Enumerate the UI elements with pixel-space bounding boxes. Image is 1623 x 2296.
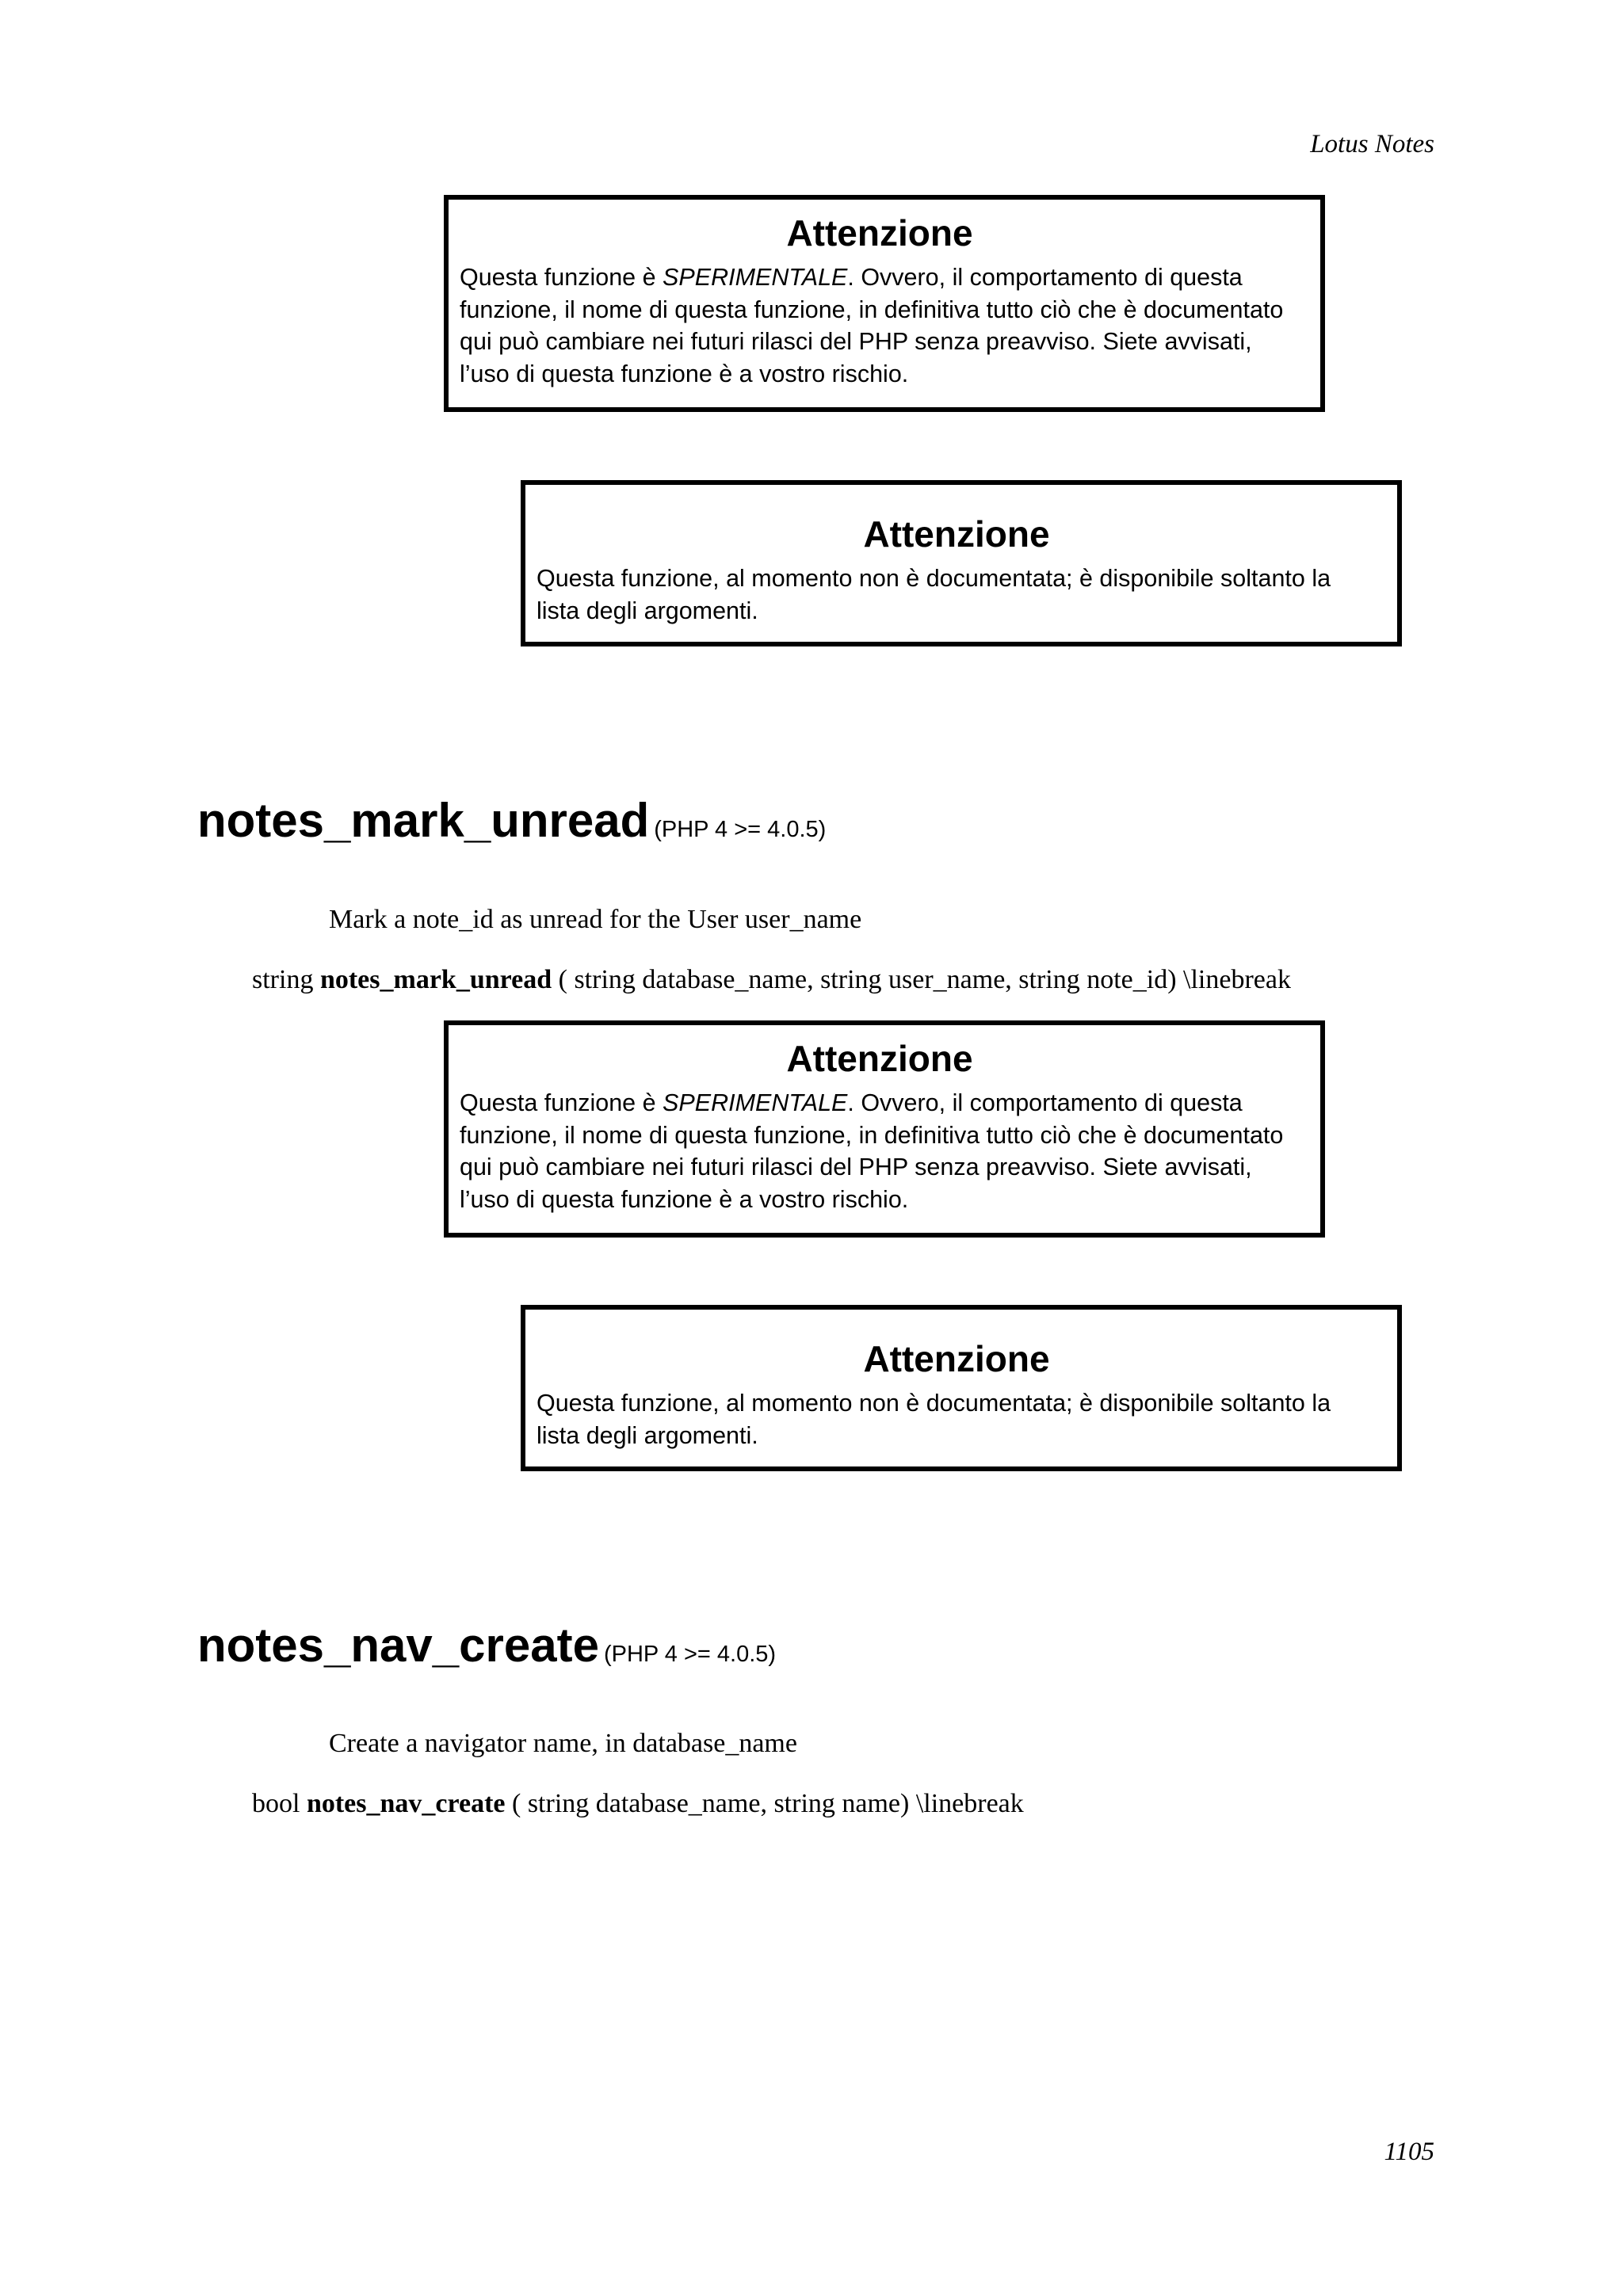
synopsis-args: ( string database_name, string name) \linebreak [505, 1789, 1024, 1818]
warning-emphasis: SPERIMENTALE [663, 264, 848, 291]
experimental-warning-box [444, 195, 1325, 412]
function-synopsis [252, 1787, 1024, 1821]
page-number: 1105 [1384, 2138, 1434, 2166]
synopsis-function-name: notes_nav_create [306, 1789, 506, 1818]
warning-title: Attenzione [863, 513, 1050, 555]
warning-text [460, 261, 1300, 390]
warning-text-before: Questa funzione è [460, 1089, 663, 1116]
experimental-warning-box [444, 1020, 1325, 1238]
function-description: Create a navigator name, in database_name [329, 1729, 797, 1758]
running-header: Lotus Notes [1310, 130, 1434, 158]
function-version: (PHP 4 >= 4.0.5) [603, 1642, 777, 1667]
warning-emphasis: SPERIMENTALE [663, 1089, 848, 1116]
function-description: Mark a note_id as unread for the User user_name [329, 905, 862, 934]
warning-text: Questa funzione, al momento non è documentata; è disponibile soltanto la lista degli argomenti. [537, 565, 1331, 624]
function-heading [197, 1617, 776, 1674]
undocumented-warning-box [521, 480, 1402, 646]
synopsis-args: ( string database_name, string user_name, string note_id) \linebreak [552, 965, 1291, 994]
warning-text [460, 1087, 1300, 1215]
undocumented-warning-box [521, 1305, 1402, 1471]
function-version: (PHP 4 >= 4.0.5) [654, 817, 827, 842]
warning-text-after: . Ovvero, il comportamento di questa funzione, il nome di questa funzione, in definitiva tutto ciò che è documentato qui può cambiare nei futuri rilasci del PHP senza preavviso. Siete avvisati, l’uso di questa funzione è a vostro rischio. [460, 264, 1284, 387]
warning-text: Questa funzione, al momento non è documentata; è disponibile soltanto la lista degli argomenti. [537, 1390, 1331, 1449]
warning-title: Attenzione [863, 1338, 1050, 1379]
function-heading [197, 792, 826, 849]
warning-text-after: . Ovvero, il comportamento di questa funzione, il nome di questa funzione, in definitiva tutto ciò che è documentato qui può cambiare nei futuri rilasci del PHP senza preavviso. Siete avvisati, l’uso di questa funzione è a vostro rischio. [460, 1089, 1284, 1213]
warning-title: Attenzione [786, 212, 973, 254]
synopsis-function-name: notes_mark_unread [319, 965, 552, 994]
warning-title: Attenzione [786, 1038, 973, 1079]
function-name: notes_nav_create [197, 1619, 599, 1672]
function-synopsis [252, 963, 1291, 997]
return-type: bool [252, 1789, 307, 1818]
warning-text-before: Questa funzione è [460, 264, 663, 291]
return-type: string [252, 965, 320, 994]
function-name: notes_mark_unread [197, 794, 650, 847]
